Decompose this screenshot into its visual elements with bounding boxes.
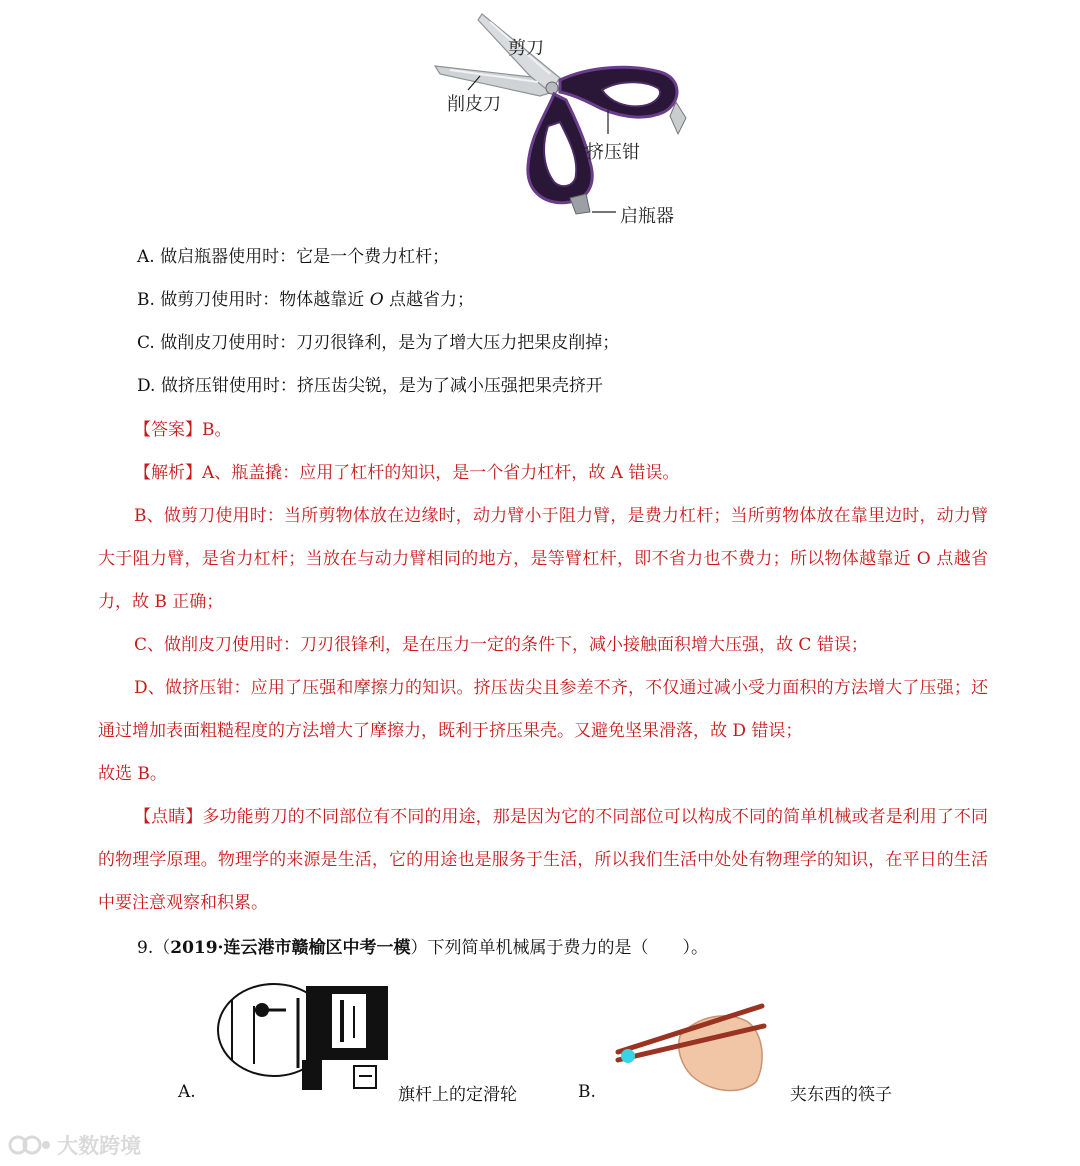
option-b-text-end: 点越省力； xyxy=(383,290,475,310)
q9-option-a-caption: 旗杆上的定滑轮 xyxy=(398,1085,517,1105)
analysis-d-paragraph xyxy=(98,667,988,753)
option-d: D. 做挤压钳使用时：挤压齿尖锐，是为了减小压强把果壳挤开 xyxy=(137,376,603,396)
analysis-line-1 xyxy=(134,461,679,485)
option-b-point-o: O xyxy=(369,290,384,310)
analysis-c-paragraph xyxy=(98,624,988,667)
analysis-a: A、瓶盖撬：应用了杠杆的知识，是一个省力杠杆，故 A 错误。 xyxy=(202,463,680,483)
answer-line xyxy=(134,418,232,442)
comment-paragraph xyxy=(98,796,988,925)
question-9-text: ）下列简单机械属于费力的是（ ）。 xyxy=(410,938,708,958)
flagpole-pulley-image xyxy=(214,980,394,1092)
analysis-b-paragraph xyxy=(98,495,988,624)
scissors-figure xyxy=(420,6,710,230)
watermark-text: 大数跨境 xyxy=(57,1134,142,1158)
pulley-illustration xyxy=(214,980,394,1092)
analysis-c: C、做削皮刀使用时：刀刃很锋利，是在压力一定的条件下，减小接触面积增大压强，故 C 错误； xyxy=(134,635,868,655)
chopsticks-illustration xyxy=(610,1000,770,1096)
answer-value: B。 xyxy=(202,420,232,440)
multi-tool-scissors-illustration xyxy=(420,6,710,230)
option-c: C. 做削皮刀使用时：刀刃很锋利，是为了增大压力把果皮削掉； xyxy=(137,333,620,353)
answer-label: 【答案】 xyxy=(134,420,202,440)
q9-option-b-caption: 夹东西的筷子 xyxy=(790,1085,892,1105)
analysis-b: B、做剪刀使用时：当所剪物体放在边缘时，动力臂小于阻力臂，是费力杠杆；当所剪物体放在靠里边时，动力臂大于阻力臂，是省力杠杆；当放在与动力臂相同的地方，是等臂杠杆，即不省力也不费力；所以物体越靠近 O 点越省力，故 B 正确； xyxy=(98,506,988,612)
q9-option-b-letter: B. xyxy=(578,1082,596,1102)
chopsticks-image xyxy=(610,1000,770,1096)
comment-text: 多功能剪刀的不同部位有不同的用途，那是因为它的不同部位可以构成不同的简单机械或者是利用了不同的物理学原理。物理学的来源是生活，它的用途也是服务于生活，所以我们生活中处处有物理学的知识，在平日的生活中要注意观察和积累。 xyxy=(98,807,989,913)
label-scissors: 剪刀 xyxy=(508,38,544,59)
option-a: A. 做启瓶器使用时：它是一个费力杠杆； xyxy=(137,247,450,267)
label-opener: 启瓶器 xyxy=(620,206,674,227)
option-b-text-start: B. 做剪刀使用时：物体越靠近 xyxy=(137,290,370,310)
analysis-conclusion: 故选 B。 xyxy=(98,764,167,784)
question-9-source: 2019·连云港市赣榆区中考一模 xyxy=(170,938,411,958)
watermark xyxy=(8,1130,141,1160)
analysis-d: D、做挤压钳：应用了压强和摩擦力的知识。挤压齿尖且参差不齐，不仅通过减小受力面积的方法增大了压强；还通过增加表面粗糙程度的方法增大了摩擦力，既利于挤压果壳。又避免坚果滑落，故 D 错误； xyxy=(98,678,988,741)
label-peeler: 削皮刀 xyxy=(447,94,501,115)
question-9-number: 9.（ xyxy=(137,938,171,958)
option-b xyxy=(137,288,474,312)
label-nutcracker: 挤压钳 xyxy=(586,142,640,163)
comment-label: 【点睛】 xyxy=(134,807,203,827)
q9-option-a-letter: A. xyxy=(178,1082,196,1102)
watermark-logo-icon xyxy=(8,1132,52,1158)
analysis-label: 【解析】 xyxy=(134,463,202,483)
question-9 xyxy=(137,936,708,960)
